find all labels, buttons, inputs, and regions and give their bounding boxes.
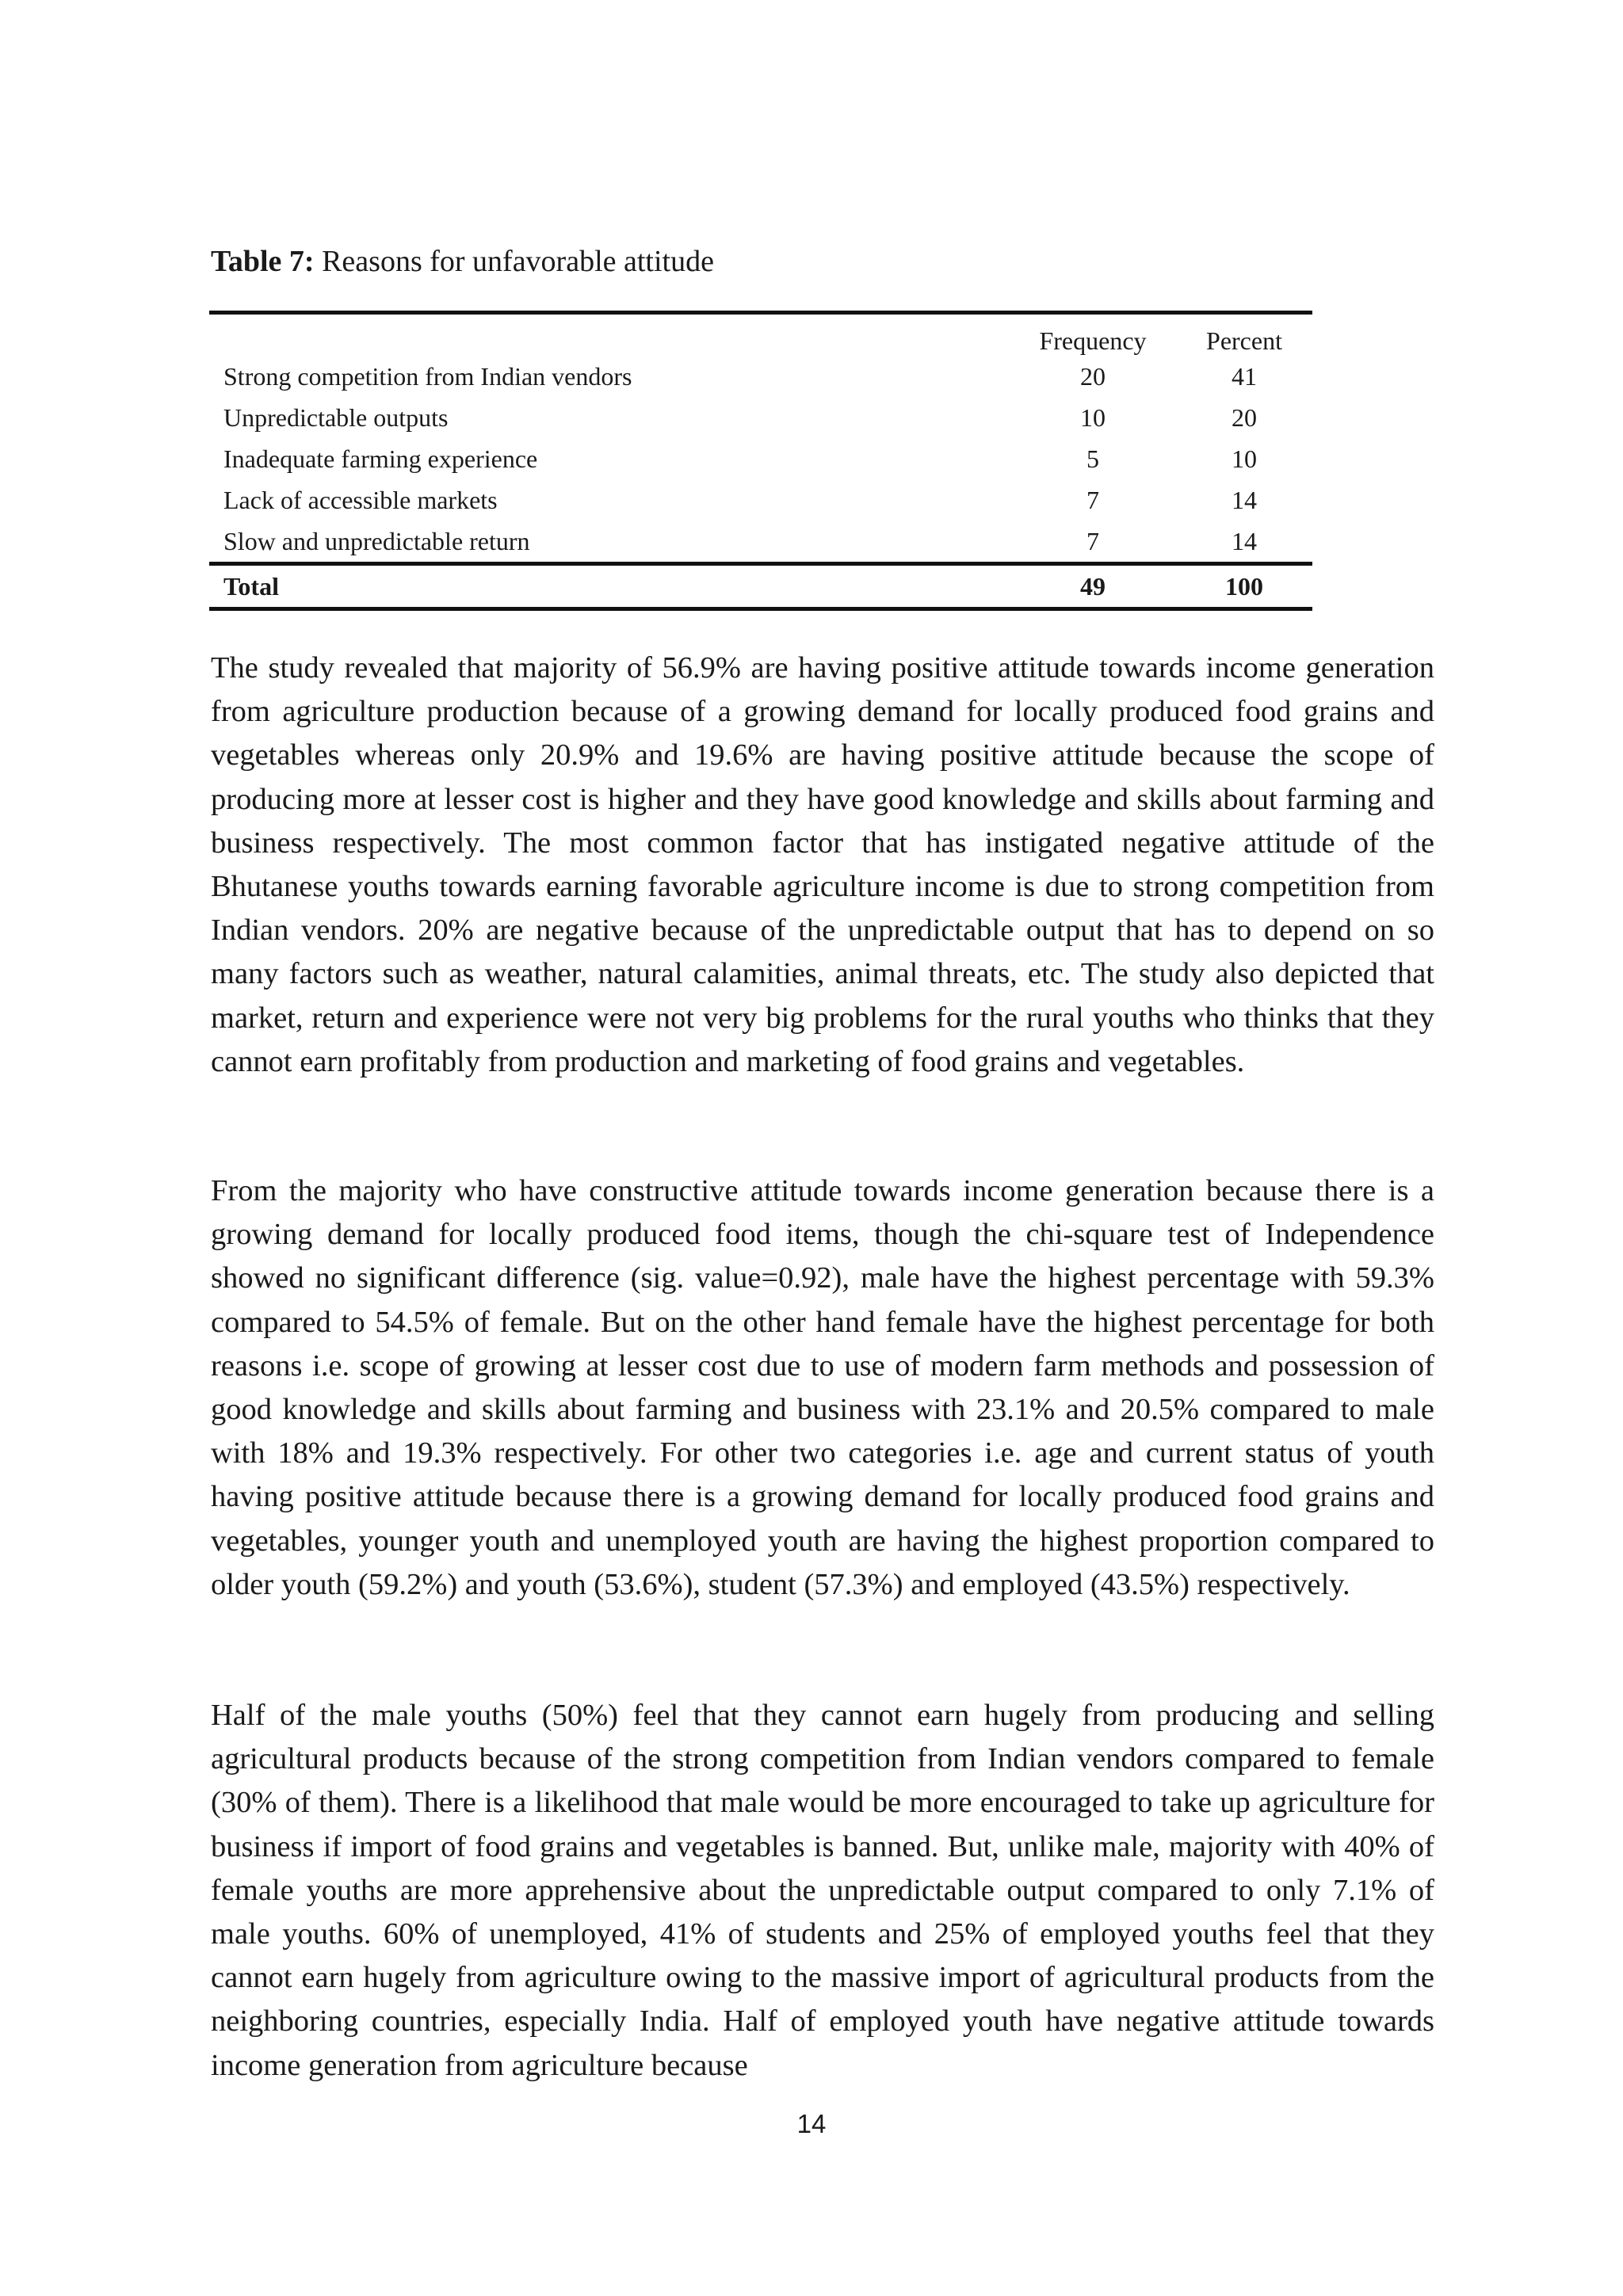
row-label: Slow and unpredictable return [209, 521, 1010, 564]
table-total-row [209, 564, 1312, 609]
table-header-label [209, 313, 1010, 357]
table-row [209, 356, 1312, 397]
table-caption-label: Table 7: [211, 245, 315, 278]
total-frequency: 49 [1010, 564, 1176, 609]
row-percent: 20 [1232, 402, 1257, 432]
body-paragraph: The study revealed that majority of 56.9% are having positive attitude towards income generation from agriculture production because of a growing demand for locally produced food grains and vegetables whereas only 20.9% and 19.6% are having positive attitude because the scope of producing more at lesser cost is higher and they have good knowledge and skills about farming and business respectively. The most common factor that has instigated negative attitude of the Bhutanese youths towards earning favorable agriculture income is due to strong competition from Indian vendors. 20% are negative because of the unpredictable output that has to depend on so many factors such as weather, natural calamities, animal threats, etc. The study also depicted that market, return and experience were not very big problems for the rural youths who thinks that they cannot earn profitably from production and marketing of food grains and vegetables. [211, 651, 1434, 1078]
reasons-table-wrapper [209, 311, 1312, 611]
table-row [209, 521, 1312, 564]
table-row [209, 397, 1312, 438]
row-label: Lack of accessible markets [223, 485, 498, 514]
row-frequency: 5 [1086, 444, 1099, 473]
reasons-table [209, 311, 1312, 611]
table-row [209, 438, 1312, 479]
row-frequency: 7 [1086, 485, 1099, 514]
total-percent: 100 [1176, 564, 1312, 609]
table-header-row [209, 313, 1312, 357]
row-percent: 14 [1232, 485, 1257, 514]
page-number: 14 [796, 2109, 827, 2138]
table-caption [211, 238, 714, 285]
row-percent: 14 [1176, 521, 1312, 564]
body-paragraph: From the majority who have constructive attitude towards income generation because there is a growing demand for locally produced food items, though the chi-square test of Independence showed no significant difference (sig. value=0.92), male have the highest percentage with 59.3% compared to 54.5% of female. But on the other hand female have the highest percentage for both reasons i.e. scope of growing at lesser cost due to use of modern farm methods and possession of good knowledge and skills about farming and business with 23.1% and 20.5% compared to male with 18% and 19.3% respectively. For other two categories i.e. age and current status of youth having positive attitude because there is a growing demand for locally produced food grains and vegetables, younger youth and unemployed youth are having the highest proportion compared to older youth (59.2%) and youth (53.6%), student (57.3%) and employed (43.5%) respectively. [211, 1174, 1434, 1601]
row-percent: 10 [1232, 444, 1257, 473]
total-label: Total [209, 564, 1010, 609]
row-frequency: 20 [1080, 361, 1106, 391]
table-row [209, 479, 1312, 521]
table-header-percent: Percent [1206, 326, 1282, 355]
row-label: Unpredictable outputs [223, 402, 449, 432]
row-frequency: 7 [1010, 521, 1176, 564]
table-caption-text: Reasons for unfavorable attitude [322, 245, 714, 278]
row-frequency: 10 [1080, 402, 1106, 432]
row-label: Inadequate farming experience [223, 444, 538, 473]
table-header-frequency: Frequency [1039, 326, 1147, 355]
body-paragraph: Half of the male youths (50%) feel that they cannot earn hugely from producing and selling agricultural products because of the strong competition from Indian vendors compared to female (30% of them). There is a likelihood that male would be more encouraged to take up agriculture for business if import of food grains and vegetables is banned. But, unlike male, majority with 40% of female youths are more apprehensive about the unpredictable output compared to only 7.1% of male youths. 60% of unemployed, 41% of students and 25% of employed youths feel that they cannot earn hugely from agriculture owing to the massive import of agricultural products from the neighboring countries, especially India. Half of employed youth have negative attitude towards income generation from agriculture because [211, 1699, 1434, 2082]
row-label: Strong competition from Indian vendors [223, 361, 632, 391]
row-percent: 41 [1232, 361, 1257, 391]
